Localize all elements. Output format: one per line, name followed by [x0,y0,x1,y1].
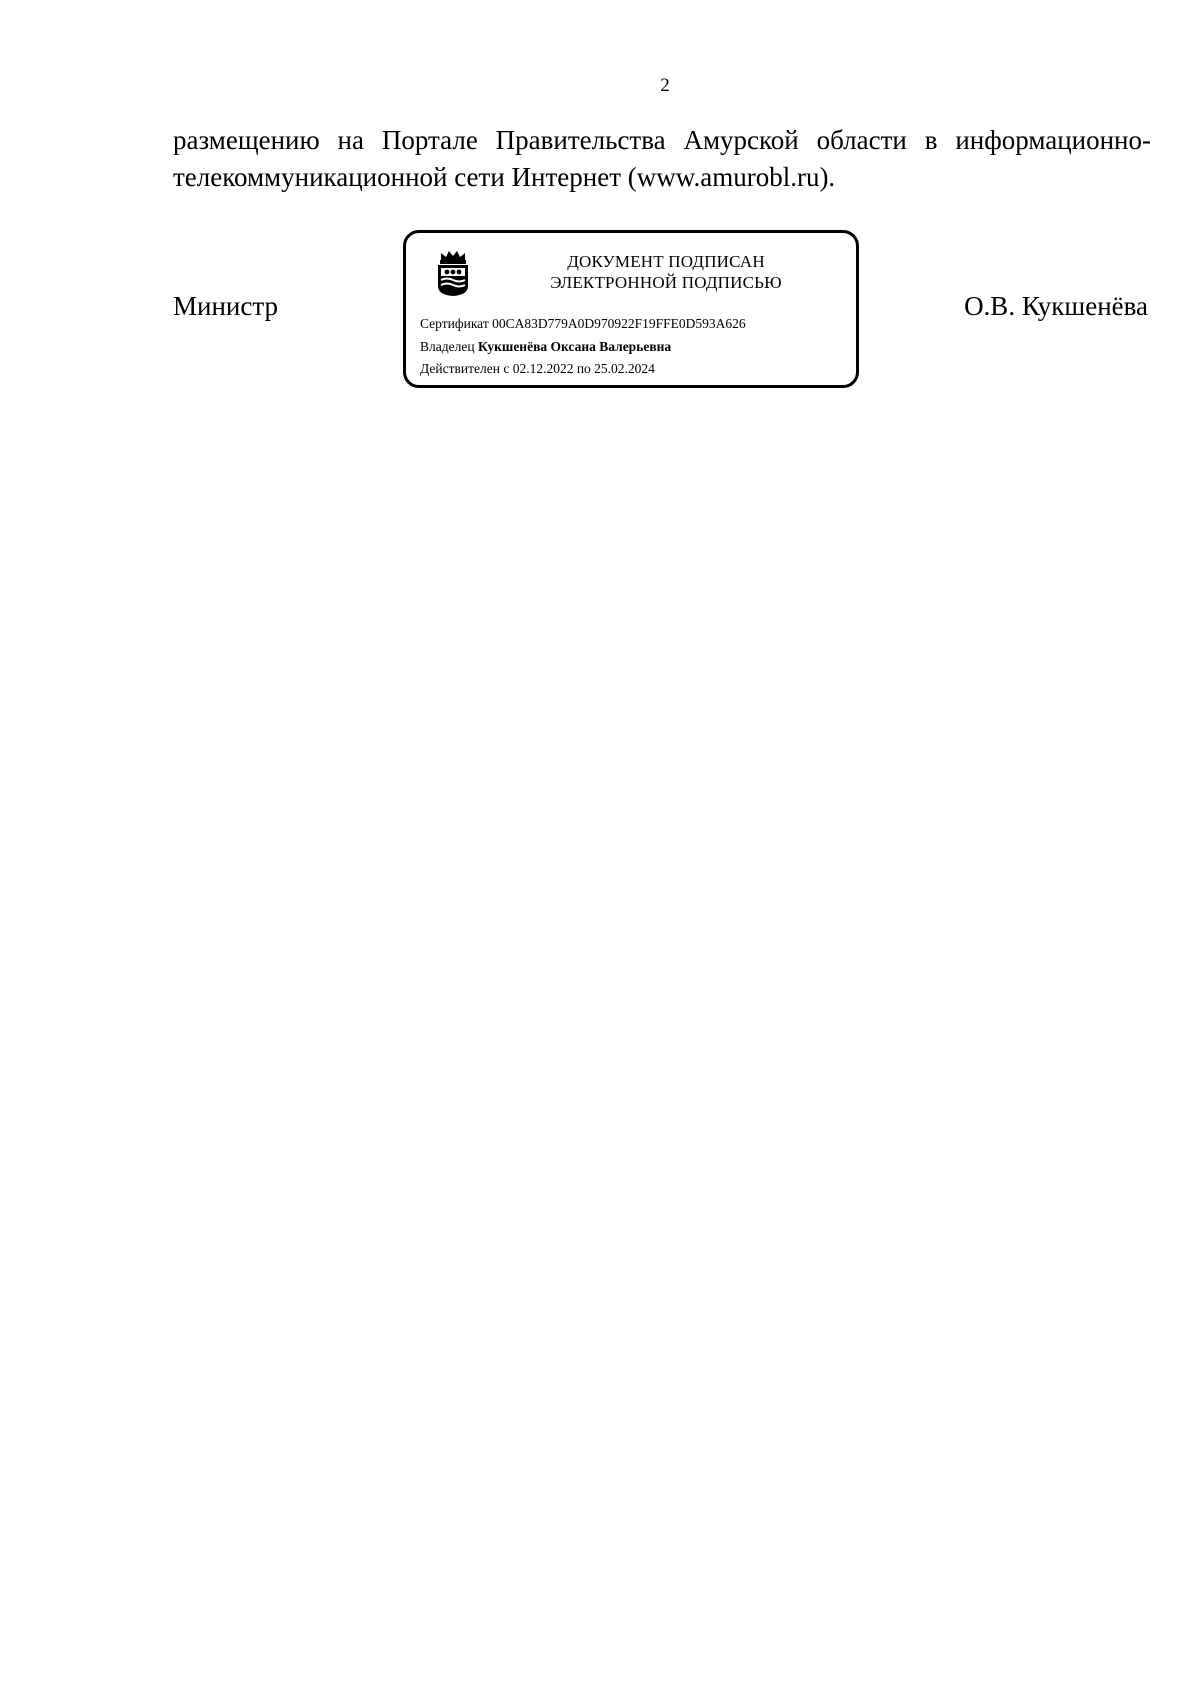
valid-from-label: с [503,361,510,376]
stamp-certificate [420,315,746,332]
signer-name: О.В. Кукшенёва [964,291,1148,321]
stamp-validity [420,360,655,377]
valid-from-date: 02.12.2022 [512,361,574,376]
signature-block [0,0,1200,420]
signer-title: Министр [173,291,278,321]
page-number: 2 [660,75,670,96]
paragraph-line-2: телекоммуникационной сети Интернет (www.amurobl.ru). [173,162,836,192]
stamp-owner [420,338,671,355]
valid-label: Действителен [420,361,500,376]
stamp-heading [516,251,816,293]
paragraph-line-1: размещению на Порталe Правительства Амурской области в информационно- [173,125,1151,155]
coat-of-arms-icon [435,248,471,298]
owner-value: Кукшенёва Оксана Валерьевна [477,339,672,354]
certificate-value: 00CA83D779A0D970922F19FFE0D593A626 [492,316,746,331]
stamp-heading-line-1: ДОКУМЕНТ ПОДПИСАН [567,252,765,271]
electronic-signature-stamp [403,230,859,388]
valid-to-date: 25.02.2024 [594,361,655,376]
certificate-label: Сертификат [420,316,489,331]
valid-to-label: по [576,361,591,376]
stamp-heading-line-2: ЭЛЕКТРОННОЙ ПОДПИСЬЮ [550,273,782,292]
owner-label: Владелец [420,339,475,354]
